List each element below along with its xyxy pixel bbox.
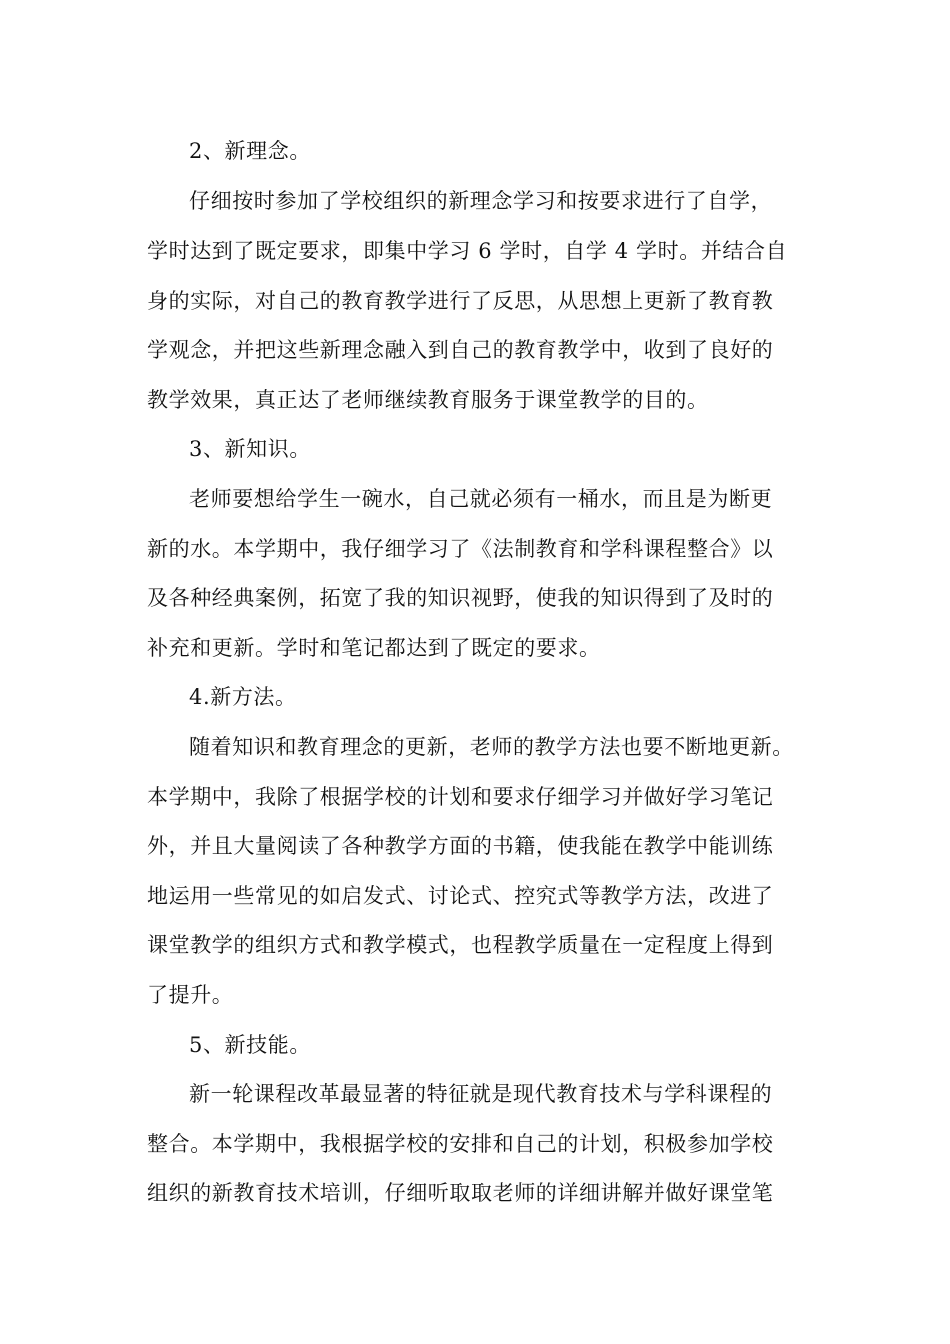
paragraph-line: 教学效果，真正达了老师继续教育服务于课堂教学的目的。 [147,388,709,412]
section-heading: 3、新知识。 [189,437,311,461]
paragraph-line: 外，并且大量阅读了各种教学方面的书籍，使我能在教学中能训练 [147,834,774,858]
paragraph-line: 课堂教学的组织方式和教学模式，也程教学质量在一定程度上得到 [147,933,774,957]
paragraph-line: 随着知识和教育理念的更新，老师的教学方法也要不断地更新。 [189,735,794,759]
paragraph-line: 整合。本学期中，我根据学校的安排和自己的计划，积极参加学校 [147,1132,774,1156]
paragraph-line: 补充和更新。学时和笔记都达到了既定的要求。 [147,636,601,660]
paragraph-line: 组织的新教育技术培训，仔细听取取老师的详细讲解并做好课堂笔 [147,1181,774,1205]
section-heading: 5、新技能。 [189,1033,311,1057]
paragraph-line: 新一轮课程改革最显著的特征就是现代教育技术与学科课程的 [189,1082,773,1106]
paragraph-line: 及各种经典案例，拓宽了我的知识视野，使我的知识得到了及时的 [147,586,774,610]
paragraph-line: 学时达到了既定要求，即集中学习 6 学时，自学 4 学时。并结合自 [147,239,788,263]
paragraph-line: 老师要想给学生一碗水，自己就必须有一桶水，而且是为断更 [189,487,773,511]
paragraph-line: 身的实际，对自己的教育教学进行了反思，从思想上更新了教育教 [147,289,774,313]
paragraph-line: 本学期中，我除了根据学校的计划和要求仔细学习并做好学习笔记 [147,785,774,809]
section-heading: 4.新方法。 [189,685,297,709]
section-heading: 2、新理念。 [189,139,311,163]
paragraph-line: 地运用一些常见的如启发式、讨论式、控究式等教学方法，改进了 [147,884,774,908]
paragraph-line: 学观念，并把这些新理念融入到自己的教育教学中，收到了良好的 [147,338,774,362]
paragraph-line: 仔细按时参加了学校组织的新理念学习和按要求进行了自学， [189,189,773,213]
paragraph-line: 新的水。本学期中，我仔细学习了《法制教育和学科课程整合》以 [147,537,774,561]
paragraph-line: 了提升。 [147,983,234,1007]
